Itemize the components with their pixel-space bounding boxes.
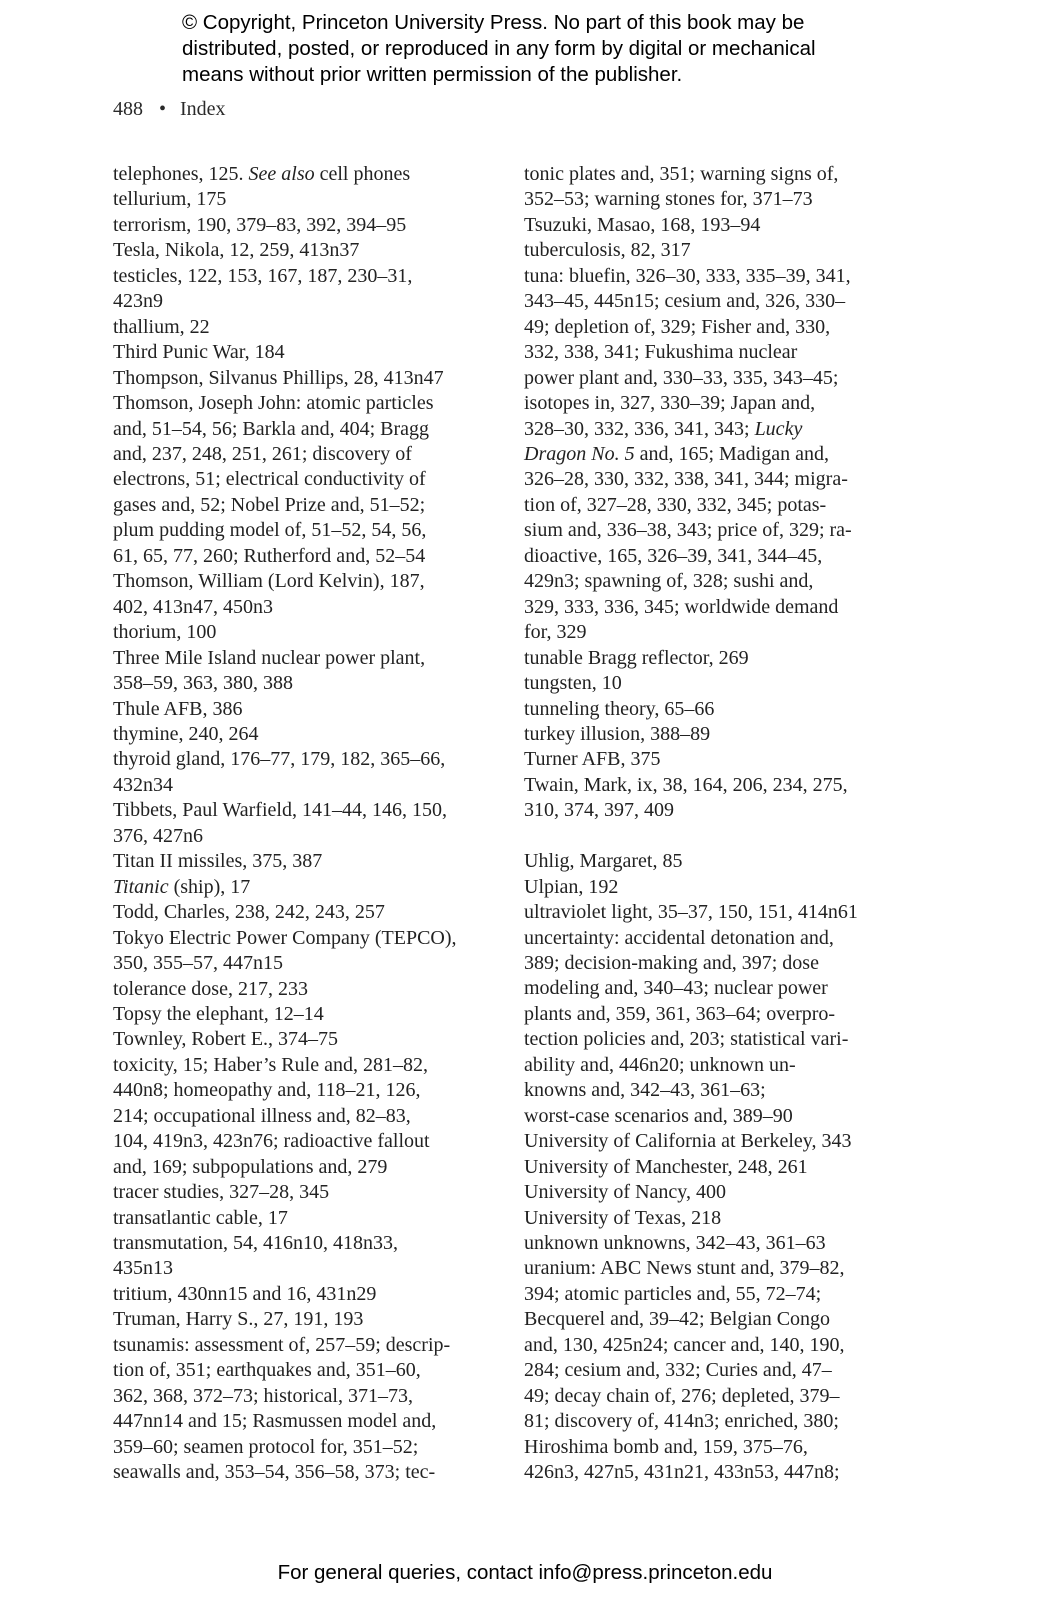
index-entry: [524, 773, 919, 824]
index-entry-continuation: 402, 413n47, 450n3: [113, 595, 273, 618]
index-entry-line: Truman, Harry S., 27, 191, 193: [113, 1308, 364, 1331]
index-entry-line: Thomson, William (Lord Kelvin), 187,: [113, 570, 425, 593]
index-entry: [524, 900, 919, 925]
index-entry-continuation: 310, 374, 397, 409: [524, 799, 674, 822]
index-entry-continuation: Dragon No. 5 and, 165; Madigan and,: [524, 442, 829, 465]
index-entry-line: tunable Bragg reflector, 269: [524, 646, 749, 669]
index-entry-continuation: 359–60; seamen protocol for, 351–52;: [113, 1435, 419, 1458]
index-entry: [524, 264, 919, 646]
section-title: Index: [180, 98, 226, 120]
index-entry-line: University of Nancy, 400: [524, 1181, 726, 1204]
index-entry: [524, 162, 919, 213]
index-entry: [113, 264, 508, 315]
index-entry-continuation: ability and, 446n20; unknown un-: [524, 1053, 796, 1076]
index-entry: [113, 747, 508, 798]
copyright-line: distributed, posted, or reproduced in any form by digital or mechanical: [182, 37, 816, 60]
index-entry-line: Third Punic War, 184: [113, 341, 285, 364]
index-entry: [113, 798, 508, 849]
index-entry: [113, 1002, 508, 1027]
index-entry-continuation: 61, 65, 77, 260; Rutherford and, 52–54: [113, 544, 426, 567]
index-entry-line: Three Mile Island nuclear power plant,: [113, 646, 426, 669]
index-entry-line: telephones, 125. See also cell phones: [113, 163, 411, 185]
index-entry-continuation: 394; atomic particles and, 55, 72–74;: [524, 1282, 822, 1305]
index-entry-continuation: 435n13: [113, 1257, 173, 1280]
index-entry: [113, 900, 508, 925]
index-entry-line: tungsten, 10: [524, 672, 622, 695]
index-entry-continuation: and, 130, 425n24; cancer and, 140, 190,: [524, 1333, 845, 1356]
index-entry-line: tuberculosis, 82, 317: [524, 239, 691, 262]
footer-contact: For general queries, contact info@press.princeton.edu: [277, 1561, 773, 1584]
index-entry: [524, 747, 919, 772]
index-entry-continuation: 332, 338, 341; Fukushima nuclear: [524, 341, 798, 364]
index-entry-continuation: tonic plates and, 351; warning signs of,: [524, 163, 839, 185]
index-column-right: [524, 162, 919, 1486]
index-entry-line: Thompson, Silvanus Phillips, 28, 413n47: [113, 366, 444, 389]
index-entry-continuation: and, 169; subpopulations and, 279: [113, 1155, 388, 1178]
index-entry-continuation: 426n3, 427n5, 431n21, 433n53, 447n8;: [524, 1461, 840, 1484]
index-entry: [524, 238, 919, 263]
index-entry: [524, 671, 919, 696]
index-entry-continuation: plum pudding model of, 51–52, 54, 56,: [113, 519, 427, 542]
index-entry-continuation: 81; discovery of, 414n3; enriched, 380;: [524, 1410, 839, 1433]
index-entry: [113, 977, 508, 1002]
index-entry: [524, 849, 919, 874]
index-entry: [524, 875, 919, 900]
index-entry-line: Tsuzuki, Masao, 168, 193–94: [524, 213, 761, 236]
index-entry-line: Titan II missiles, 375, 387: [113, 850, 323, 873]
index-entry-continuation: 429n3; spawning of, 328; sushi and,: [524, 570, 814, 593]
index-entry-continuation: 104, 419n3, 423n76; radioactive fallout: [113, 1130, 430, 1153]
index-entry-line: thallium, 22: [113, 315, 210, 338]
index-entry: [524, 722, 919, 747]
index-entry: [524, 1180, 919, 1205]
index-entry-continuation: isotopes in, 327, 330–39; Japan and,: [524, 392, 816, 415]
index-entry-line: ultraviolet light, 35–37, 150, 151, 414n61: [524, 901, 858, 924]
index-entry: [524, 1256, 919, 1485]
index-entry-continuation: 432n34: [113, 773, 173, 796]
index-entry-continuation: 362, 368, 372–73; historical, 371–73,: [113, 1384, 413, 1407]
index-entry-line: tunneling theory, 65–66: [524, 697, 715, 720]
index-entry-line: tolerance dose, 217, 233: [113, 977, 308, 1000]
index-entry-line: Twain, Mark, ix, 38, 164, 206, 234, 275,: [524, 773, 848, 796]
index-entry-continuation: power plant and, 330–33, 335, 343–45;: [524, 366, 839, 389]
index-entry-line: Tibbets, Paul Warfield, 141–44, 146, 150,: [113, 799, 447, 822]
copyright-line: © Copyright, Princeton University Press. No part of this book may be: [182, 11, 805, 34]
index-entry-line: tsunamis: assessment of, 257–59; descrip-: [113, 1333, 451, 1356]
index-entry-continuation: and, 237, 248, 251, 261; discovery of: [113, 442, 412, 465]
index-entry: [113, 187, 508, 212]
index-entry-line: thymine, 240, 264: [113, 722, 259, 745]
index-entry: [524, 926, 919, 1130]
index-entry: [113, 1333, 508, 1486]
index-entry-line: University of Texas, 218: [524, 1206, 722, 1229]
index-entry-continuation: worst-case scenarios and, 389–90: [524, 1104, 793, 1127]
index-entry-line: uncertainty: accidental detonation and,: [524, 926, 834, 949]
index-entry-line: thyroid gland, 176–77, 179, 182, 365–66,: [113, 748, 446, 771]
index-entry-line: Tesla, Nikola, 12, 259, 413n37: [113, 239, 360, 262]
copyright-line: means without prior written permission of the publisher.: [182, 63, 683, 86]
index-entry: [113, 1053, 508, 1180]
index-entry-continuation: sium and, 336–38, 343; price of, 329; ra-: [524, 519, 852, 542]
index-entry-line: transatlantic cable, 17: [113, 1206, 288, 1229]
index-entry: [524, 697, 919, 722]
index-entry-continuation: modeling and, 340–43; nuclear power: [524, 977, 828, 1000]
index-entry: [113, 1180, 508, 1205]
letter-group-gap: [524, 824, 919, 849]
index-entry-line: tracer studies, 327–28, 345: [113, 1181, 330, 1204]
index-entry: [524, 1129, 919, 1154]
index-entry: [113, 238, 508, 263]
index-entry-line: tritium, 430nn15 and 16, 431n29: [113, 1282, 377, 1305]
index-entry-line: Thomson, Joseph John: atomic particles: [113, 392, 434, 415]
index-entry-continuation: 350, 355–57, 447n15: [113, 952, 283, 975]
index-column-left: [113, 162, 508, 1486]
index-entry-continuation: 352–53; warning stones for, 371–73: [524, 188, 813, 211]
index-entry-line: University of California at Berkeley, 343: [524, 1130, 852, 1153]
index-entry-continuation: 329, 333, 336, 345; worldwide demand: [524, 595, 839, 618]
index-entry-continuation: 49; depletion of, 329; Fisher and, 330,: [524, 315, 831, 338]
index-entry: [113, 849, 508, 874]
index-entry-line: Todd, Charles, 238, 242, 243, 257: [113, 901, 385, 924]
index-entry: [113, 646, 508, 697]
index-entry-line: terrorism, 190, 379–83, 392, 394–95: [113, 213, 407, 236]
index-entry-continuation: 343–45, 445n15; cesium and, 326, 330–: [524, 290, 846, 313]
index-entry: [113, 569, 508, 620]
index-entry: [113, 213, 508, 238]
index-entry-line: University of Manchester, 248, 261: [524, 1155, 808, 1178]
index-entry: [113, 697, 508, 722]
index-entry: [113, 340, 508, 365]
index-entry-continuation: dioactive, 165, 326–39, 341, 344–45,: [524, 544, 823, 567]
index-entry-continuation: 284; cesium and, 332; Curies and, 47–: [524, 1359, 832, 1382]
index-entry: [113, 162, 508, 187]
page-number: 488: [113, 98, 143, 120]
index-entry-continuation: Hiroshima bomb and, 159, 375–76,: [524, 1435, 808, 1458]
index-entry: [113, 366, 508, 391]
index-entry: [524, 1231, 919, 1256]
index-entry-continuation: 423n9: [113, 290, 163, 313]
index-entry-continuation: 447nn14 and 15; Rasmussen model and,: [113, 1410, 437, 1433]
index-entry-continuation: and, 51–54, 56; Barkla and, 404; Bragg: [113, 417, 430, 440]
index-entry-line: Titanic (ship), 17: [113, 875, 251, 898]
index-entry: [113, 1206, 508, 1231]
index-entry: [113, 1307, 508, 1332]
index-entry-continuation: tion of, 351; earthquakes and, 351–60,: [113, 1359, 421, 1382]
index-entry: [113, 1231, 508, 1282]
index-entry-continuation: 358–59, 363, 380, 388: [113, 672, 293, 695]
index-entry: [113, 1027, 508, 1052]
running-head: [113, 96, 226, 122]
index-entry-line: Topsy the elephant, 12–14: [113, 1002, 324, 1025]
index-entry-line: transmutation, 54, 416n10, 418n33,: [113, 1232, 398, 1255]
index-entry-line: tellurium, 175: [113, 188, 227, 211]
index-entry-continuation: plants and, 359, 361, 363–64; overpro-: [524, 1002, 836, 1025]
index-entry-line: unknown unknowns, 342–43, 361–63: [524, 1232, 826, 1255]
index-entry-line: thorium, 100: [113, 621, 217, 644]
index-entry-line: Turner AFB, 375: [524, 748, 661, 771]
index-entry: [113, 722, 508, 747]
index-entry-line: testicles, 122, 153, 167, 187, 230–31,: [113, 264, 413, 287]
index-entry-continuation: for, 329: [524, 621, 587, 644]
index-entry-line: turkey illusion, 388–89: [524, 722, 711, 745]
index-entry-line: Thule AFB, 386: [113, 697, 243, 720]
index-entry-line: toxicity, 15; Haber’s Rule and, 281–82,: [113, 1053, 428, 1076]
index-entry-continuation: tion of, 327–28, 330, 332, 345; potas-: [524, 493, 827, 516]
index-entry-continuation: Becquerel and, 39–42; Belgian Congo: [524, 1308, 831, 1331]
index-entry-continuation: 214; occupational illness and, 82–83,: [113, 1104, 411, 1127]
index-entry: [524, 1155, 919, 1180]
index-entry-line: Tokyo Electric Power Company (TEPCO),: [113, 926, 457, 949]
index-entry-continuation: tection policies and, 203; statistical vari-: [524, 1028, 849, 1051]
index-entry: [113, 926, 508, 977]
index-entry-continuation: gases and, 52; Nobel Prize and, 51–52;: [113, 493, 426, 516]
index-entry-line: Uhlig, Margaret, 85: [524, 850, 683, 873]
index-entry-continuation: seawalls and, 353–54, 356–58, 373; tec-: [113, 1461, 436, 1484]
index-entry-line: uranium: ABC News stunt and, 379–82,: [524, 1257, 845, 1280]
index-entry-line: Ulpian, 192: [524, 875, 619, 898]
index-entry-continuation: 440n8; homeopathy and, 118–21, 126,: [113, 1079, 421, 1102]
index-entry: [113, 391, 508, 569]
index-entry-continuation: 326–28, 330, 332, 338, 341, 344; migra-: [524, 468, 848, 491]
index-entry-continuation: electrons, 51; electrical conductivity of: [113, 468, 426, 491]
index-entry-continuation: 49; decay chain of, 276; depleted, 379–: [524, 1384, 840, 1407]
index-entry: [524, 646, 919, 671]
bullet-separator: •: [159, 98, 167, 120]
index-entry: [113, 315, 508, 340]
index-entry: [113, 620, 508, 645]
index-entry: [524, 1206, 919, 1231]
index-entry-line: Townley, Robert E., 374–75: [113, 1028, 339, 1051]
index-entry: [113, 875, 508, 900]
index-entry-line: tuna: bluefin, 326–30, 333, 335–39, 341,: [524, 264, 851, 287]
index-entry-continuation: knowns and, 342–43, 361–63;: [524, 1079, 766, 1102]
index-entry-continuation: 376, 427n6: [113, 824, 203, 847]
copyright-notice: [182, 10, 942, 88]
index-entry-continuation: 389; decision-making and, 397; dose: [524, 952, 819, 975]
index-entry: [113, 1282, 508, 1307]
index-entry: [524, 213, 919, 238]
index-entry-continuation: 328–30, 332, 336, 341, 343; Lucky: [524, 417, 803, 440]
